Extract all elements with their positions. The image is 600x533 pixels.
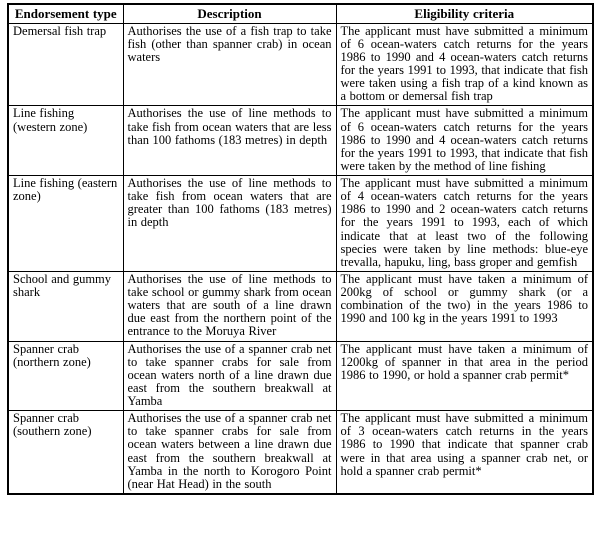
column-header-endorsement-type: Endorsement type (8, 4, 123, 23)
table-row-line-fishing-eastern (8, 176, 593, 272)
cell-endorsement-type: Line fishing (western zone) (8, 106, 123, 176)
table-row-line-fishing-western (8, 106, 593, 176)
endorsement-table (7, 3, 594, 495)
header-row (8, 4, 593, 23)
cell-eligibility: The applicant must have taken a minimum of 1200kg of spanner in that area in the period 1986 to 1990, or hold a spanner crab permit* (336, 341, 593, 411)
cell-description: Authorises the use of line methods to take fish from ocean waters that are greater than 100 fathoms (183 metres) in depth (123, 176, 336, 272)
table-row-school-gummy-shark (8, 271, 593, 341)
table-row-demersal-fish-trap (8, 23, 593, 106)
cell-endorsement-type: Demersal fish trap (8, 23, 123, 106)
cell-eligibility: The applicant must have taken a minimum of 200kg of school or gummy shark (or a combination of the two) in the years 1986 to 1990 and 100 kg in the years 1991 to 1993 (336, 271, 593, 341)
cell-eligibility: The applicant must have submitted a minimum of 6 ocean-waters catch returns for the years 1986 to 1990 and 4 ocean-waters catch returns for the years 1991 to 1993, that indicate that fish were taken using a fish trap of a kind known as a bottom or demersal fish trap (336, 23, 593, 106)
column-header-eligibility-criteria: Eligibility criteria (336, 4, 593, 23)
cell-endorsement-type: School and gummy shark (8, 271, 123, 341)
cell-endorsement-type: Spanner crab (northern zone) (8, 341, 123, 411)
cell-description: Authorises the use of a spanner crab net to take spanner crabs for sale from ocean waters between a line drawn due east from the southern breakwall at Yamba in the north to Korogoro Point (near Hat Head) in the south (123, 411, 336, 494)
cell-description: Authorises the use of line methods to take school or gummy shark from ocean waters that are south of a line drawn due east from the northern point of the entrance to the Moruya River (123, 271, 336, 341)
table-row-spanner-crab-northern (8, 341, 593, 411)
column-header-description: Description (123, 4, 336, 23)
cell-eligibility: The applicant must have submitted a minimum of 4 ocean-waters catch returns for the years 1986 to 1990 and 2 ocean-waters catch returns for the years 1991 to 1993, each of which indicate that at least two of the following species were taken by line methods: blue-eye trevalla, hapuku, ling, bass groper and gemfish (336, 176, 593, 272)
cell-description: Authorises the use of a fish trap to take fish (other than spanner crab) in ocean waters (123, 23, 336, 106)
cell-endorsement-type: Line fishing (eastern zone) (8, 176, 123, 272)
cell-eligibility: The applicant must have submitted a minimum of 6 ocean-waters catch returns for the years 1986 to 1990 and 4 ocean-waters catch returns for the years 1991 to 1993, that indicate that fish were taken by the method of line fishing (336, 106, 593, 176)
cell-description: Authorises the use of a spanner crab net to take spanner crabs for sale from ocean waters north of a line drawn due east from the southern breakwall at Yamba (123, 341, 336, 411)
table-row-spanner-crab-southern (8, 411, 593, 494)
cell-description: Authorises the use of line methods to take fish from ocean waters that are less than 100 fathoms (183 metres) in depth (123, 106, 336, 176)
cell-eligibility: The applicant must have submitted a minimum of 3 ocean-waters catch returns in the years 1986 to 1990 that indicate that spanner crab were in that area using a spanner crab net, or hold a spanner crab permit* (336, 411, 593, 494)
cell-endorsement-type: Spanner crab (southern zone) (8, 411, 123, 494)
